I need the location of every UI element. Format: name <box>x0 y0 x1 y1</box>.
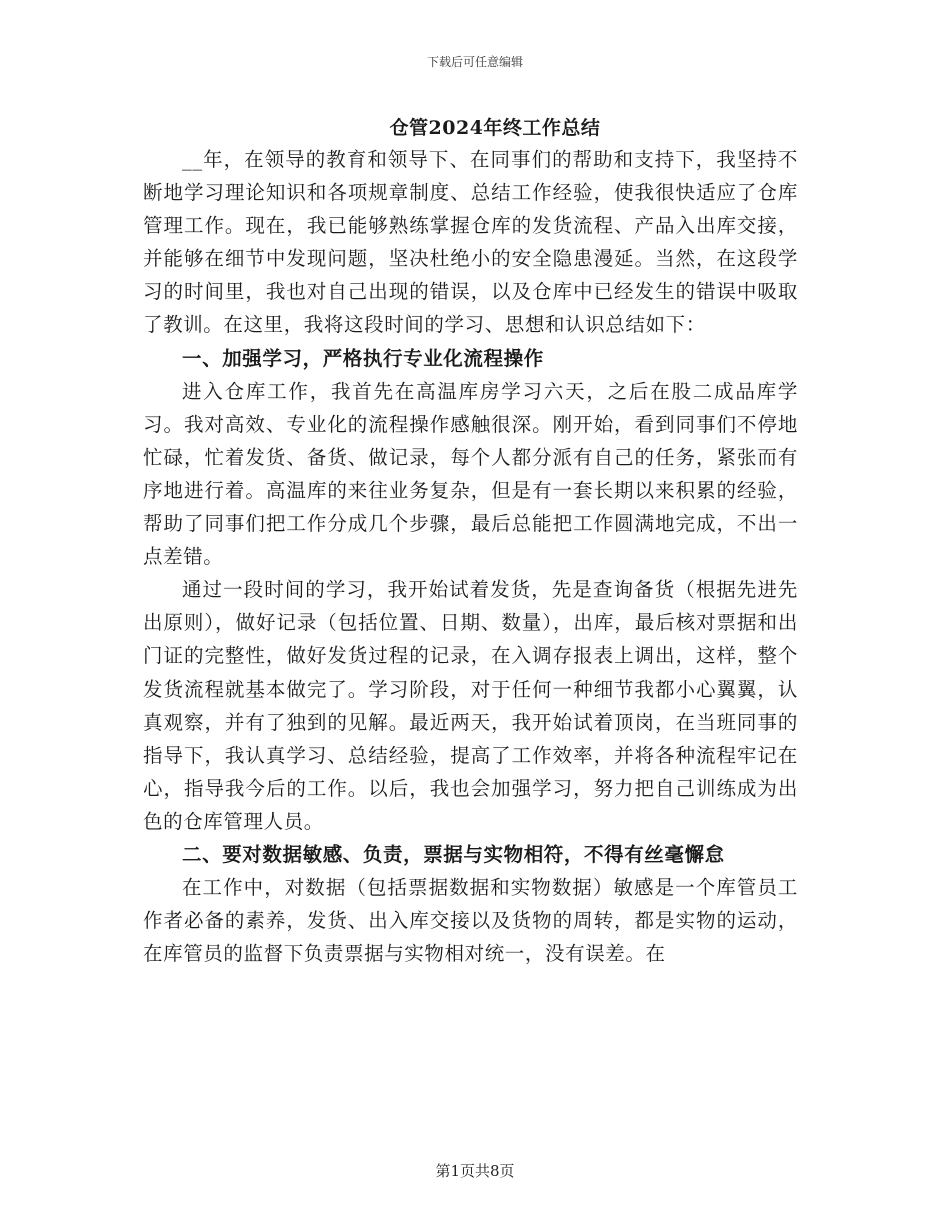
document-title: 仓管2024年终工作总结 <box>389 117 601 139</box>
page-header-note: 下载后可任意编辑 <box>426 55 523 69</box>
section-heading-1: 一、加强学习，严格执行专业化流程操作 <box>182 346 544 370</box>
page-number-footer: 第1页共8页 <box>435 1162 515 1180</box>
body-paragraph-3: 在工作中，对数据（包括票据数据和实物数据）敏感是一个库管员工作者必备的素养，发货、出入库交接以及货物的周转，都是实物的运动，在库管员的监督下负责票据与实物相对统一，没有误差。在 <box>143 876 798 966</box>
body-paragraph-1: 进入仓库工作，我首先在高温库房学习六天，之后在股二成品库学习。我对高效、专业化的流程操作感触很深。刚开始，看到同事们不停地忙碌，忙着发货、备货、做记录，每个人都分派有自己的任务，紧张而有序地进行着。高温库的来往业务复杂，但是有一套长期以来积累的经验，帮助了同事们把工作分成几个步骤，最后总能把工作圆满地完成，不出一点差错。 <box>143 379 798 569</box>
body-paragraph-2: 通过一段时间的学习，我开始试着发货，先是查询备货（根据先进先出原则），做好记录（包括位置、日期、数量），出库，最后核对票据和出门证的完整性，做好发货过程的记录，在入调存报表上调出，这样，整个发货流程就基本做完了。学习阶段，对于任何一种细节我都小心翼翼，认真观察，并有了独到的见解。最近两天，我开始试着顶岗，在当班同事的指导下，我认真学习、总结经验，提高了工作效率，并将各种流程牢记在心，指导我今后的工作。以后，我也会加强学习，努力把自己训练成为出色的仓库管理人员。 <box>143 578 798 833</box>
intro-paragraph: __年，在领导的教育和领导下、在同事们的帮助和支持下，我坚持不断地学习理论知识和各项规章制度、总结工作经验，使我很快适应了仓库管理工作。现在，我已能够熟练掌握仓库的发货流程、产品入出库交接，并能够在细节中发现问题，坚决杜绝小的安全隐患漫延。当然，在这段学习的时间里，我也对自己出现的错误，以及仓库中已经发生的错误中吸取了教训。在这里，我将这段时间的学习、思想和认识总结如下： <box>143 148 798 337</box>
section-heading-2: 二、要对数据敏感、负责，票据与实物相符，不得有丝毫懈怠 <box>182 842 725 866</box>
document-body <box>143 143 798 970</box>
